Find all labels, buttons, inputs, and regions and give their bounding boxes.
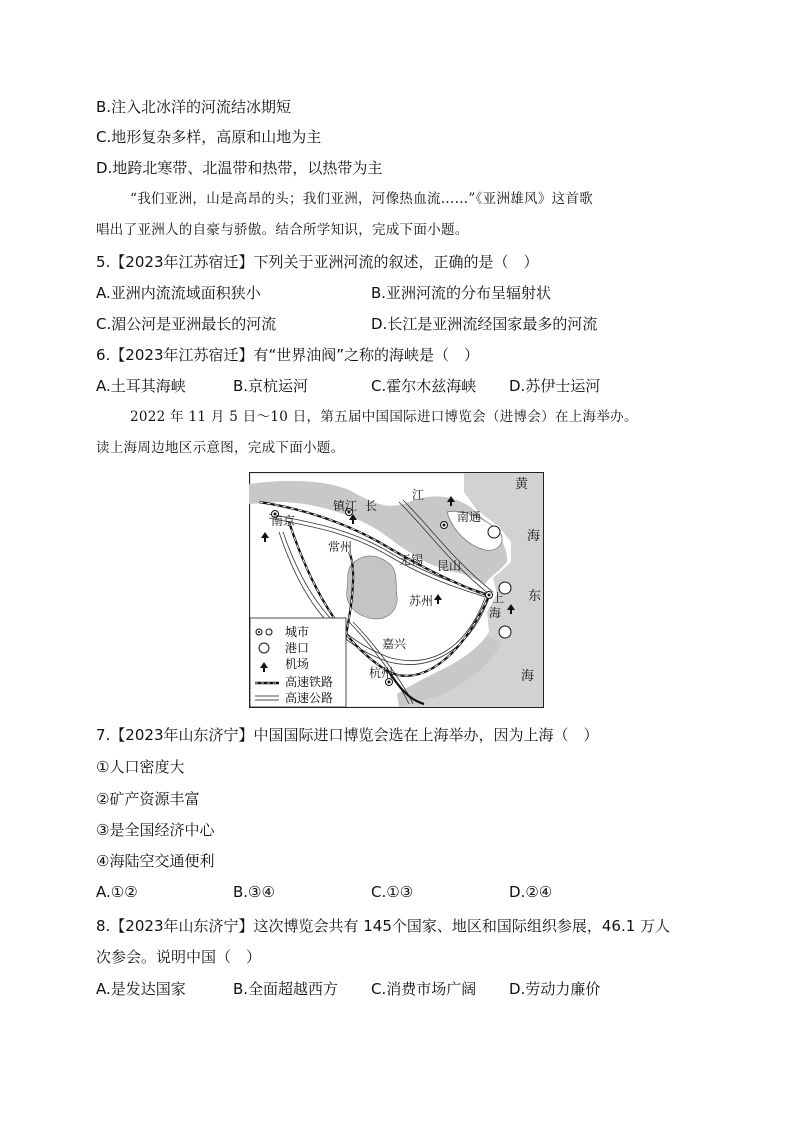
- q7-option-a: A.①②: [96, 883, 138, 901]
- q5-option-d: D.长江是亚洲流经国家最多的河流: [371, 315, 598, 333]
- question-8: 8.【2023年山东济宁】这次博览会共有 145个国家、地区和国际组织参展，46.1 万人: [96, 917, 671, 935]
- question-7: 7.【2023年山东济宁】中国国际进口博览会选在上海举办，因为上海（ ）: [96, 726, 599, 744]
- q8-option-b: B.全面超越西方: [233, 980, 339, 998]
- q8-option-a: A.是发达国家: [96, 980, 186, 998]
- question-5: 5.【2023年江苏宿迁】下列关于亚洲河流的叙述，正确的是（ ）: [96, 253, 539, 271]
- shanghai-region-map: [249, 472, 544, 708]
- legend-airport: 机场: [285, 657, 310, 671]
- legend-port: 港口: [285, 641, 310, 655]
- legend-highway: 高速公路: [285, 691, 334, 705]
- question-6: 6.【2023年江苏宿迁】有“世界油阀”之称的海峡是（ ）: [96, 346, 480, 364]
- label-huang: 黄: [515, 477, 529, 492]
- label-nantong: 南通: [457, 510, 482, 524]
- q6-option-a: A.土耳其海峡: [96, 377, 186, 395]
- q7-option-d: D.②④: [509, 883, 553, 901]
- label-hai: 海: [489, 606, 502, 620]
- passage-intro-1: “我们亚洲，山是高昂的头；我们亚洲，河像热血流……”《亚洲雄风》这首歌: [130, 191, 594, 207]
- q7-statement-2: ②矿产资源丰富: [96, 790, 200, 808]
- legend-hsr: 高速铁路: [285, 675, 334, 689]
- question-8-cont: 次参会。说明中国（ ）: [96, 948, 262, 966]
- label-hai-east: 海: [521, 669, 535, 684]
- q5-option-a: A.亚洲内流流域面积狭小: [96, 284, 261, 302]
- legend-port-icon: [259, 643, 269, 653]
- q7-option-b: B.③④: [233, 883, 275, 901]
- label-suzhou: 苏州: [409, 594, 434, 608]
- q7-statement-4: ④海陆空交通便利: [96, 852, 215, 870]
- option-b-previous: B.注入北冰洋的河流结冰期短: [96, 98, 292, 116]
- label-hangzhou: 杭州: [369, 666, 394, 680]
- q6-option-b: B.京杭运河: [233, 377, 309, 395]
- label-jiang: 江: [412, 488, 425, 502]
- label-changzhou: 常州: [328, 540, 353, 554]
- q6-option-c: C.霍尔木兹海峡: [371, 377, 477, 395]
- option-c-previous: C.地形复杂多样，高原和山地为主: [96, 128, 322, 146]
- label-wuxi: 无锡: [399, 553, 424, 567]
- q7-statement-3: ③是全国经济中心: [96, 821, 215, 839]
- label-hai-yellow: 海: [527, 529, 541, 544]
- label-shang: 上: [492, 591, 505, 605]
- legend-city: 城市: [285, 625, 310, 639]
- label-nanjing: 南京: [271, 514, 296, 528]
- q5-option-b: B.亚洲河流的分布呈辐射状: [371, 284, 552, 302]
- label-dong: 东: [528, 589, 542, 604]
- label-zhenjiang: 镇江: [333, 499, 358, 513]
- q5-option-c: C.湄公河是亚洲最长的河流: [96, 315, 277, 333]
- q6-option-d: D.苏伊士运河: [509, 377, 601, 395]
- label-jiaxing: 嘉兴: [382, 637, 407, 651]
- q7-option-c: C.①③: [371, 883, 414, 901]
- passage-intro-2-cont: 读上海周边地区示意图，完成下面小题。: [96, 440, 345, 456]
- map-legend: [250, 618, 346, 707]
- passage-intro-1-cont: 唱出了亚洲人的自豪与骄傲。结合所学知识，完成下面小题。: [96, 222, 469, 238]
- taihu-lake: [347, 556, 397, 619]
- label-chang: 长: [365, 499, 378, 513]
- q8-option-c: C.消费市场广阔: [371, 980, 477, 998]
- passage-intro-2: 2022 年 11 月 5 日～10 日，第五届中国国际进口博览会（进博会）在上海举办。: [130, 409, 638, 425]
- label-kunshan: 昆山: [437, 559, 462, 573]
- option-d-previous: D.地跨北寒带、北温带和热带，以热带为主: [96, 159, 383, 177]
- q7-statement-1: ①人口密度大: [96, 758, 185, 776]
- q8-option-d: D.劳动力廉价: [509, 980, 601, 998]
